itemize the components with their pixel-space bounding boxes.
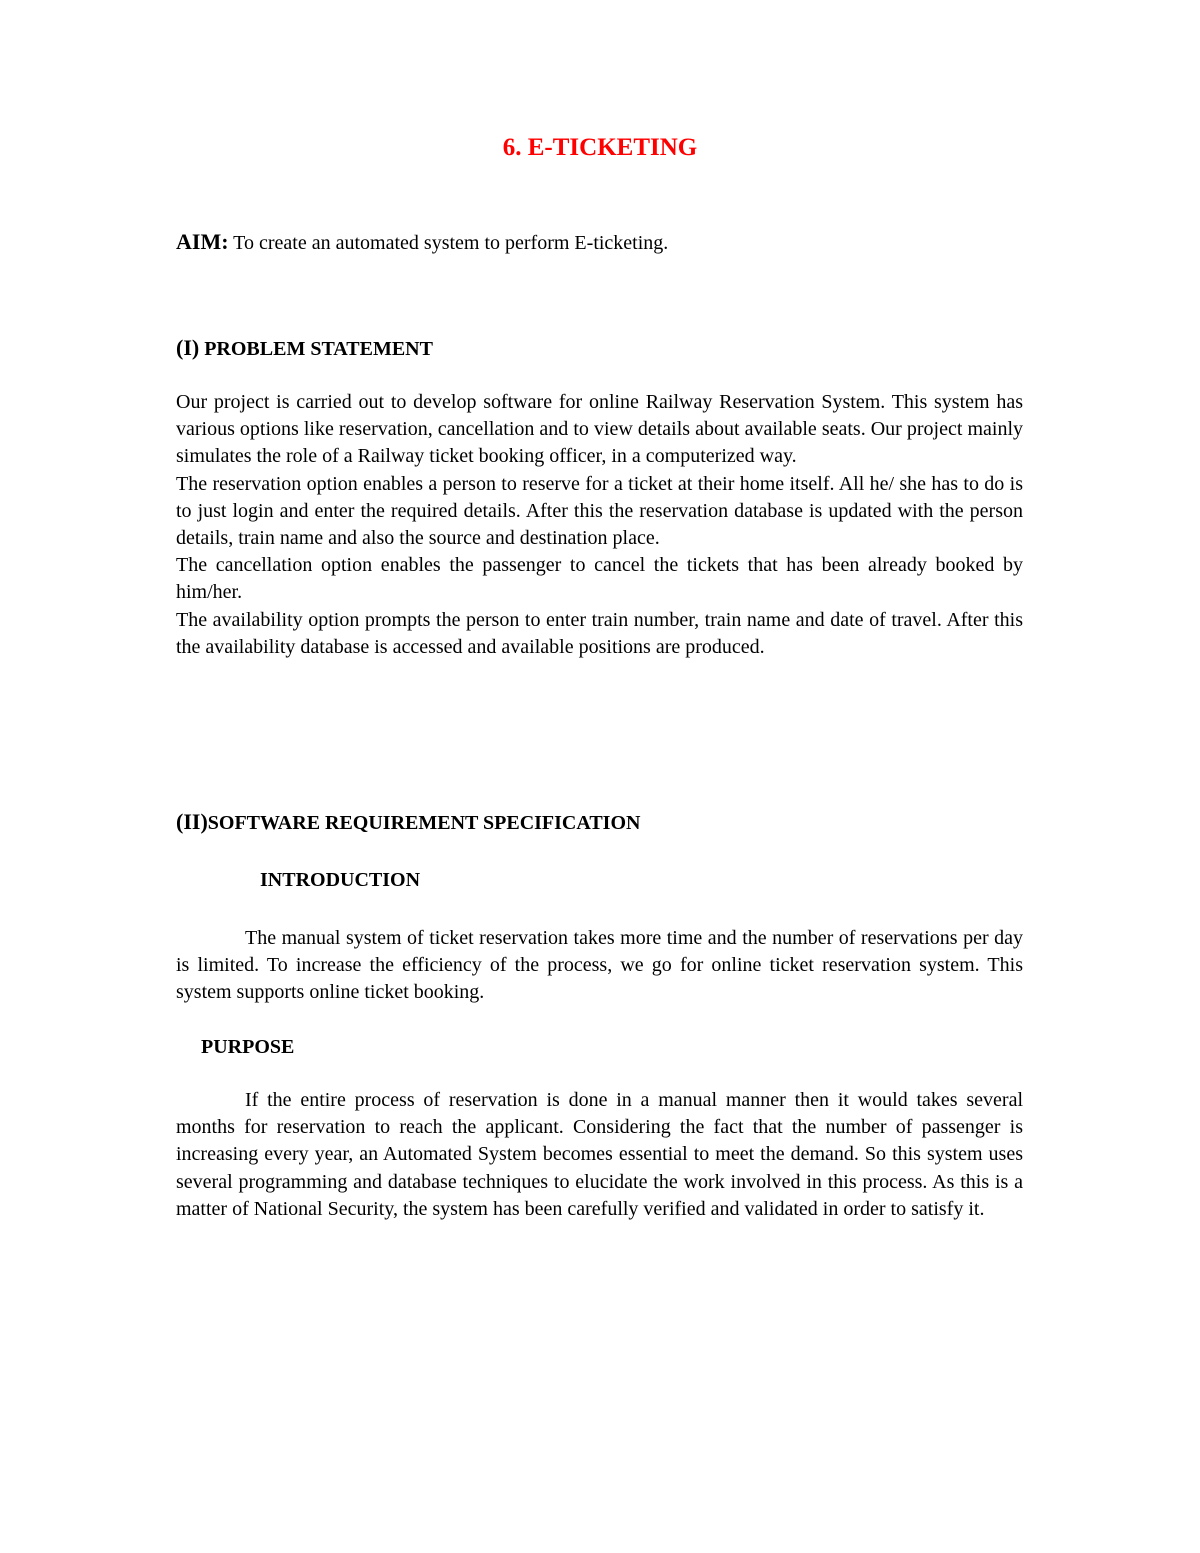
section-title: SOFTWARE REQUIREMENT SPECIFICATION (207, 812, 641, 834)
page-title: 6. E-TICKETING (502, 134, 698, 161)
section-title: PROBLEM STATEMENT (199, 338, 433, 360)
aim-line (176, 228, 1023, 257)
problem-statement-heading (176, 334, 433, 363)
srs-heading (176, 808, 640, 837)
purpose-heading: PURPOSE (201, 1036, 295, 1058)
aim-text: To create an automated system to perform E-ticketing. (228, 232, 669, 254)
paragraph: The cancellation option enables the passenger to cancel the tickets that has been already booked by him/her. (176, 554, 1023, 604)
purpose-body (176, 1087, 1023, 1223)
paragraph: The reservation option enables a person to reserve for a ticket at their home itself. All he/ she has to do is to just login and enter the required details. After this the reservation database is updated with the person details, train name and also the source and destination place. (176, 472, 1023, 550)
paragraph: Our project is carried out to develop software for online Railway Reservation System. This system has various options like reservation, cancellation and to view details about available seats. Our project mainly simulates the role of a Railway ticket booking officer, in a computerized way. (176, 391, 1023, 468)
introduction-body (176, 925, 1023, 1007)
paragraph: If the entire process of reservation is done in a manual manner then it would takes several months for reservation to reach the applicant. Considering the fact that the number of passenger is increasing every year, an Automated System becomes essential to meet the demand. So this system uses several programming and database techniques to elucidate the work involved in this process. As this is a matter of National Security, the system has been carefully verified and validated in order to satisfy it. (176, 1089, 1023, 1220)
paragraph: The manual system of ticket reservation takes more time and the number of reservations per day is limited. To increase the efficiency of the process, we go for online ticket reservation system. This system supports online ticket booking. (176, 927, 1023, 1004)
aim-label: AIM: (176, 229, 229, 254)
paragraph: The availability option prompts the person to enter train number, train name and date of travel. After this the availability database is accessed and available positions are produced. (176, 608, 1023, 658)
section-number: (I) (176, 335, 200, 360)
introduction-heading: INTRODUCTION (260, 869, 421, 891)
section-number: (II) (176, 809, 208, 834)
problem-statement-body (176, 389, 1023, 661)
